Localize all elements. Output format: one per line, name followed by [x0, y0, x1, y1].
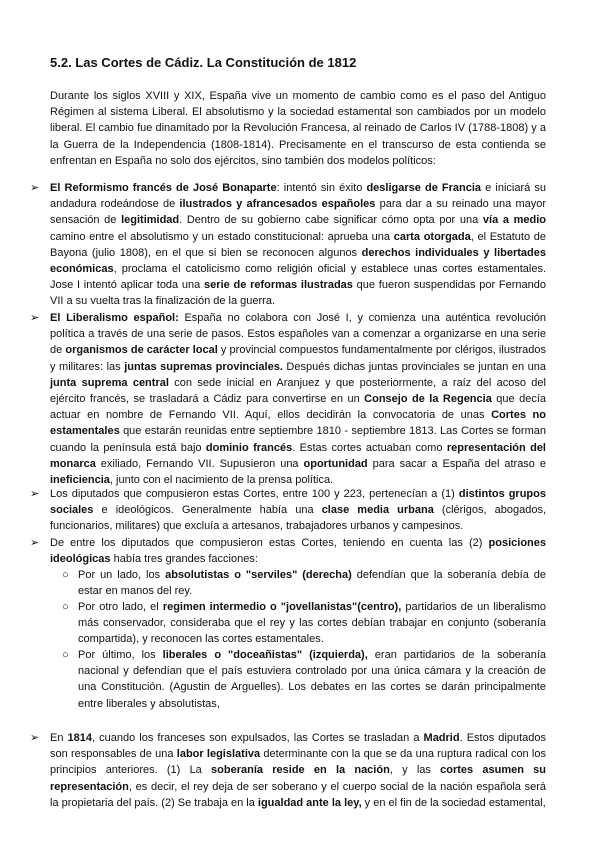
text-run: , el Estatuto de Bayona (julio 1808), en el que si bien se reconocen algunos	[50, 230, 546, 259]
text-run: , proclama el catolicismo como religión oficial y establece unas cortes estamentales. Jose I intentó aplicar toda una	[50, 263, 546, 292]
bold-term: oportunidad	[303, 457, 368, 470]
bold-term: 1814	[67, 732, 93, 744]
text-run: había tres grandes facciones:	[110, 553, 258, 566]
circle-bullet-icon: ○	[62, 569, 69, 581]
paragraph-1814	[50, 730, 546, 811]
text-run: En	[50, 732, 68, 744]
bold-term: representación del monarca	[50, 441, 546, 470]
arrow-bullet-icon: ➢	[30, 537, 40, 549]
bold-term: posiciones ideológicas	[50, 537, 546, 566]
text-run: partidarios de un liberalismo más conservador, consideraba que el rey y las cortes debían trabajar en conjunto (soberanía compartida), y reconocen las cortes estamentales.	[78, 601, 546, 646]
faction-liberales	[78, 647, 546, 712]
bold-term: ineficiencia	[50, 474, 110, 487]
bold-term: legitimidad	[121, 214, 180, 227]
bold-term: Madrid	[423, 732, 460, 744]
text-run: España no colabora con José I, y comienza una auténtica revolución política a través de una serie de pasos. Estos españoles van a comenzar a organizarse en una serie de	[50, 312, 546, 357]
bold-term: carta otorgada	[393, 230, 471, 243]
text-run: que decía actuar en nombre de Fernando VII. Aquí, ellos decidirán la convocatoria de unas	[50, 393, 546, 422]
arrow-bullet-icon: ➢	[30, 488, 40, 500]
intro-paragraph: Durante los siglos XVIII y XIX, España vive un momento de cambio como es el paso del Antiguo Régimen al sistema Liberal. El absolutismo y la sociedad estamental son cambiados por un modelo liberal. El cambio fue dinamitado por la Revolución Francesa, al reinado de Carlos IV (1788-1808) y a la Guerra de la Independencia (1808-1814). Precisamente en el transcurso de esta contienda se enfrentan en España no solo dos ejércitos, sino también dos modelos políticos:	[50, 90, 546, 167]
text-run: con sede inicial en Aranjuez y que posteriormente, a raíz del acoso del ejército francés, se trasladará a Cádiz para convertirse en un	[50, 376, 546, 406]
arrow-bullet-icon: ➢	[30, 732, 40, 744]
arrow-bullet-icon: ➢	[30, 312, 40, 324]
text-run: para dar a su reinado una mayor sensación de	[50, 198, 547, 227]
text-run: que fueron suspendidas por Fernando VII a su vuelta tras la finalización de la guerra.	[50, 279, 546, 308]
text-run: eran partidarios de la soberanía nacional y defendían que el país estuviera controlado por una única cámara y la creación de una Constitución. (Agustin de Arguelles). Los debates en las cortes se darán principalmente entre liberales y absolutistas,	[78, 649, 546, 710]
text-run: . Dentro de su gobierno cabe significar cómo opta por una	[179, 214, 483, 227]
bold-term: clase media urbana	[321, 504, 434, 517]
bold-term: cortes asumen su representación	[50, 764, 547, 793]
bold-term: absolutistas o "serviles" (derecha)	[165, 569, 352, 581]
text-run: Por un lado, los	[78, 569, 166, 581]
paragraph-posiciones	[50, 535, 546, 567]
paragraph-liberalismo	[50, 310, 546, 488]
text-run: , y las	[389, 764, 441, 777]
bold-term: ilustrados y afrancesados españoles	[179, 198, 376, 211]
text-run: Los diputados que compusieron estas Cortes, entre 100 y 223, pertenecían a (1)	[50, 488, 459, 500]
text-run: defendían que la soberanía debía de estar en manos del rey.	[78, 569, 546, 598]
bold-term: soberanía reside en la nación	[211, 764, 390, 777]
bold-term: regimen intermedio o "jovellanistas"(centro),	[162, 601, 402, 613]
bold-term: labor legislativa	[176, 748, 261, 761]
arrow-bullet-icon: ➢	[30, 182, 40, 194]
bold-term: Cortes no estamentales	[50, 409, 546, 438]
text-run: e ideológicos. Generalmente había una	[93, 504, 322, 517]
bold-term: juntas supremas provinciales.	[124, 360, 283, 373]
text-run: De entre los diputados que compusieron estas Cortes, teniendo en cuenta las (2)	[50, 537, 489, 549]
section-title: 5.2. Las Cortes de Cádiz. La Constitución de 1812	[50, 55, 357, 70]
bold-term: serie de reformas ilustradas	[204, 279, 353, 292]
bold-term: junta suprema central	[50, 376, 169, 389]
text-run: , es decir, el rey deja de ser soberano y el cuerpo social de la nación española será la propietaria del país. (2) Se trabaja en la	[50, 780, 546, 809]
text-run: y en el fin de la sociedad estamental,	[361, 796, 546, 809]
faction-jovellanistas	[78, 599, 546, 648]
bold-term: dominio francés	[205, 441, 293, 454]
bold-term: liberales o "doceañistas" (izquierda),	[162, 649, 368, 661]
text-run: Por último, los	[78, 649, 163, 661]
text-run: exiliado, Fernando VII. Supusieron una	[95, 457, 304, 470]
bold-term: Consejo de la Regencia	[364, 393, 492, 406]
bold-term: El Reformismo francés de José Bonaparte	[50, 182, 277, 194]
bold-term: El Liberalismo español:	[50, 312, 179, 324]
circle-bullet-icon: ○	[62, 601, 69, 613]
text-run: y provincial compuestos fundamentalmente por clérigos, ilustrados y militares: las	[50, 344, 547, 373]
text-run: , junto con el nacimiento de la prensa política.	[109, 474, 334, 487]
text-run: , cuando los franceses son expulsados, las Cortes se trasladan a	[92, 732, 424, 744]
paragraph-diputados	[50, 486, 546, 535]
circle-bullet-icon: ○	[62, 649, 69, 661]
text-run: : intentó sin éxito	[276, 182, 367, 194]
text-run: que estarán reunidas entre septiembre 1810 - septiembre 1813. Las Cortes se forman cuando la península está bajo	[50, 425, 546, 454]
text-run: Después dichas juntas provinciales se juntan en una	[282, 360, 546, 373]
text-run: . Estos diputados son responsables de una	[50, 732, 546, 761]
paragraph-reformismo	[50, 180, 546, 310]
text-run: e iniciará su andadura rodeándose de	[50, 182, 546, 211]
text-run: Por otro lado, el	[78, 601, 163, 613]
bold-term: vía a medio	[482, 214, 546, 227]
text-run: (clérigos, abogados, funcionarios, militares) que excluía a artesanos, trabajadores urbanos y campesinos.	[50, 504, 546, 533]
text-run: para sacar a España del atraso e	[367, 457, 546, 470]
text-run: camino entre el absolutismo y un estado constitucional: aprueba una	[50, 230, 394, 243]
bold-term: derechos individuales y libertades económicas	[50, 246, 546, 276]
bold-term: distintos grupos sociales	[50, 488, 546, 517]
bold-term: igualdad ante la ley,	[257, 796, 362, 809]
bold-term: organismos de carácter local	[65, 344, 218, 357]
bold-term: desligarse de Francia	[366, 182, 482, 194]
text-run: determinante con la que se da una ruptura radical con los principios anteriores. (1) La	[50, 748, 546, 777]
text-run: . Estas cortes actuaban como	[292, 441, 447, 454]
faction-absolutistas	[78, 567, 546, 599]
